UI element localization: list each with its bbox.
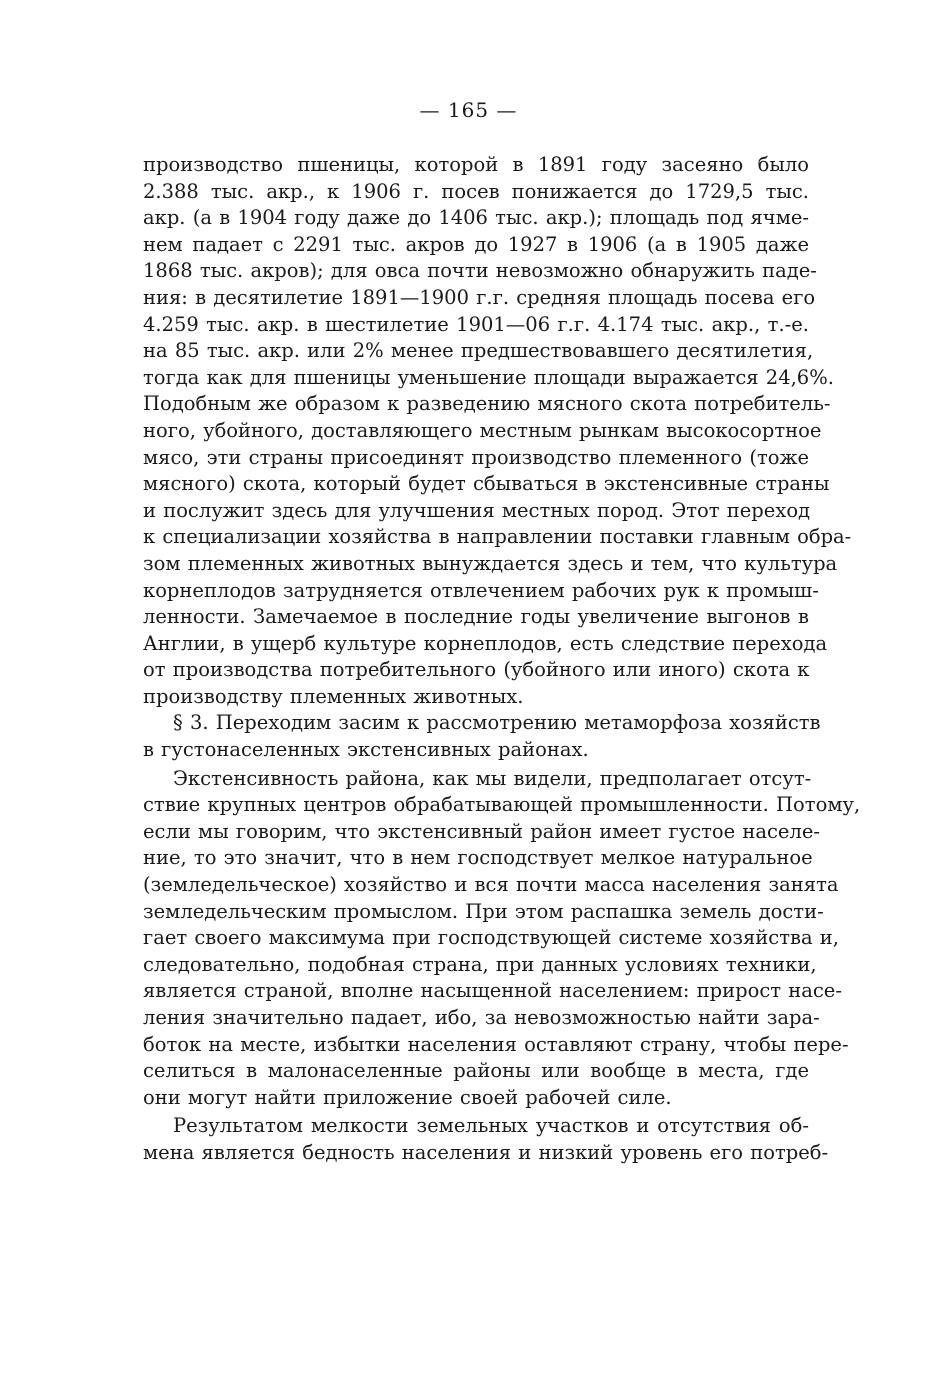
text-line: 1868 тыс. акров); для овса почти невозможно обнаружить паде- [143,259,817,283]
text-line: нем падает с 2291 тыс. акров до 1927 в 1906 (а в 1905 даже [143,232,809,256]
section-heading [143,710,821,763]
text-line: ления значительно падает, ибо, за невозможностью найти зара- [143,1006,820,1029]
text-line: производству племенных животных. [143,684,524,708]
text-line: следовательно, подобная страна, при данных условиях техники, [143,952,817,976]
text-line: селиться в малонаселенные районы или вообще в места, где [143,1059,809,1083]
text-line: Англии, в ущерб культуре корнеплодов, есть следствие перехода [143,631,828,655]
text-line: ленности. Замечаемое в последние годы увеличение выгонов в [143,605,809,629]
text-line: (земледельческое) хозяйство и вся почти масса населения занята [143,873,839,897]
text-line: 2.388 тыс. акр., к 1906 г. посев понижается до 1729,5 тыс. [143,179,809,203]
text-line: ного, убойного, доставляющего местным рынкам высокосортное [143,418,822,442]
text-line: гает своего максимума при господствующей системе хозяйства и, [143,926,839,950]
text-line: Подобным же образом к разведению мясного скота потребитель- [143,392,831,416]
body-text [143,152,861,1167]
text-line: мясо, эти страны присоединят производство племенного (тоже [143,445,809,469]
text-line: земледельческим промыслом. При этом распашка земель дости- [143,899,824,923]
text-line: они могут найти приложение своей рабочей силе. [143,1085,672,1109]
text-line: производство пшеницы, которой в 1891 году засеяно было [143,153,809,176]
text-line: от производства потребительного (убойного или иного) скота к [143,658,810,682]
text-line: на 85 тыс. акр. или 2% менее предшествовавшего десятилетия, [143,339,814,363]
paragraph-3 [143,766,861,1112]
text-line: § 3. Переходим засим к рассмотрению метаморфоза хозяйств [173,711,821,735]
text-line: ствие крупных центров обрабатывающей промышленности. Потому, [143,793,861,817]
text-line: Результатом мелкости земельных участков и отсутствия об- [173,1114,809,1138]
text-line: и послужит здесь для улучшения местных пород. Этот переход [143,498,811,522]
paragraph-4 [143,1113,829,1166]
text-line: ние, то это значит, что в нем господствует мелкое натуральное [143,846,813,870]
text-line: Экстенсивность района, как мы видели, предполагает отсут- [173,766,812,790]
paragraph-1 [143,152,852,710]
text-line: в густонаселенных экстенсивных районах. [143,738,589,762]
text-line: акр. (а в 1904 году даже до 1406 тыс. акр.); площадь под ячме- [143,206,809,230]
text-line: 4.259 тыс. акр. в шестилетие 1901—06 г.г. 4.174 тыс. акр., т.-е. [143,312,809,336]
text-line: к специализации хозяйства в направлении поставки главным обра- [143,525,852,549]
text-line: мясного) скота, который будет сбываться в экстенсивные страны [143,472,830,496]
text-line: является страной, вполне насыщенной населением: прирост насе- [143,979,842,1003]
text-line: зом племенных животных вынуждается здесь и тем, что культура [143,551,838,575]
text-line: мена является бедность населения и низкий уровень его потреб- [143,1140,829,1164]
text-line: тогда как для пшеницы уменьшение площади выражается 24,6%. [143,365,834,389]
text-line: ния: в десятилетие 1891—1900 г.г. средняя площадь посева его [143,285,816,309]
text-line: боток на месте, избытки населения оставляют страну, чтобы пере- [143,1032,849,1056]
page-number: — 165 — [419,98,518,122]
text-line: если мы говорим, что экстенсивный район имеет густое населе- [143,819,820,843]
text-line: корнеплодов затрудняется отвлечением рабочих рук к промыш- [143,578,819,602]
